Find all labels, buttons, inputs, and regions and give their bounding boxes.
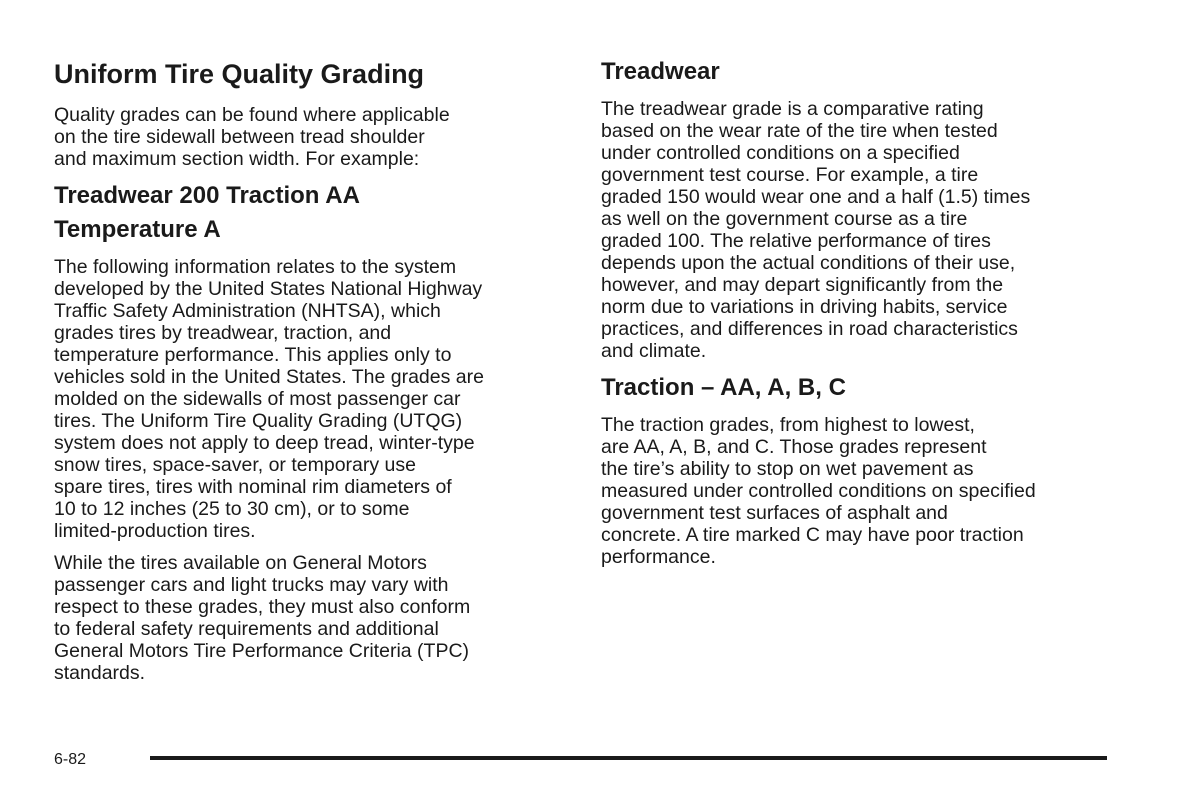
left-column [54,56,559,694]
example-heading-line1: Treadwear 200 Traction AA [54,182,360,209]
example-heading-line2: Temperature A [54,216,221,243]
treadwear-heading: Treadwear [601,58,720,85]
traction-paragraph: The traction grades, from highest to lowest, are AA, A, B, and C. Those grades represent the tire’s ability to stop on wet pavement as measured under controlled conditions on specified government test surfaces of asphalt and concrete. A tire marked C may have poor traction performance. [601,414,1036,568]
page-number: 6-82 [54,751,87,768]
treadwear-paragraph: The treadwear grade is a comparative rating based on the wear rate of the tire when tested under controlled conditions on a specified government test course. For example, a tire graded 150 would wear one and a half (1.5) times as well on the government course as a tire graded 100. The relative performance of tires depends upon the actual conditions of their use, however, and may depart significantly from the norm due to variations in driving habits, service practices, and differences in road characteristics and climate. [601,98,1031,362]
intro-paragraph: Quality grades can be found where applicable on the tire sidewall between tread shoulder and maximum section width. For example: [54,104,450,170]
traction-heading: Traction – AA, A, B, C [601,374,846,401]
page-title: Uniform Tire Quality Grading [54,59,425,89]
footer-divider [150,756,1107,760]
gm-paragraph: While the tires available on General Motors passenger cars and light trucks may vary with respect to these grades, they must also conform to federal safety requirements and additional General Motors Tire Performance Criteria (TPC) standards. [54,552,471,684]
nhtsa-paragraph: The following information relates to the system developed by the United States National Highway Traffic Safety Administration (NHTSA), which grades tires by treadwear, traction, and temperature performance. This applies only to vehicles sold in the United States. The grades are molded on the sidewalls of most passenger car tires. The Uniform Tire Quality Grading (UTQG) system does not apply to deep tread, winter-type snow tires, space-saver, or temporary use spare tires, tires with nominal rim diameters of 10 to 12 inches (25 to 30 cm), or to some limited-production tires. [54,256,484,542]
right-column [601,56,1111,578]
